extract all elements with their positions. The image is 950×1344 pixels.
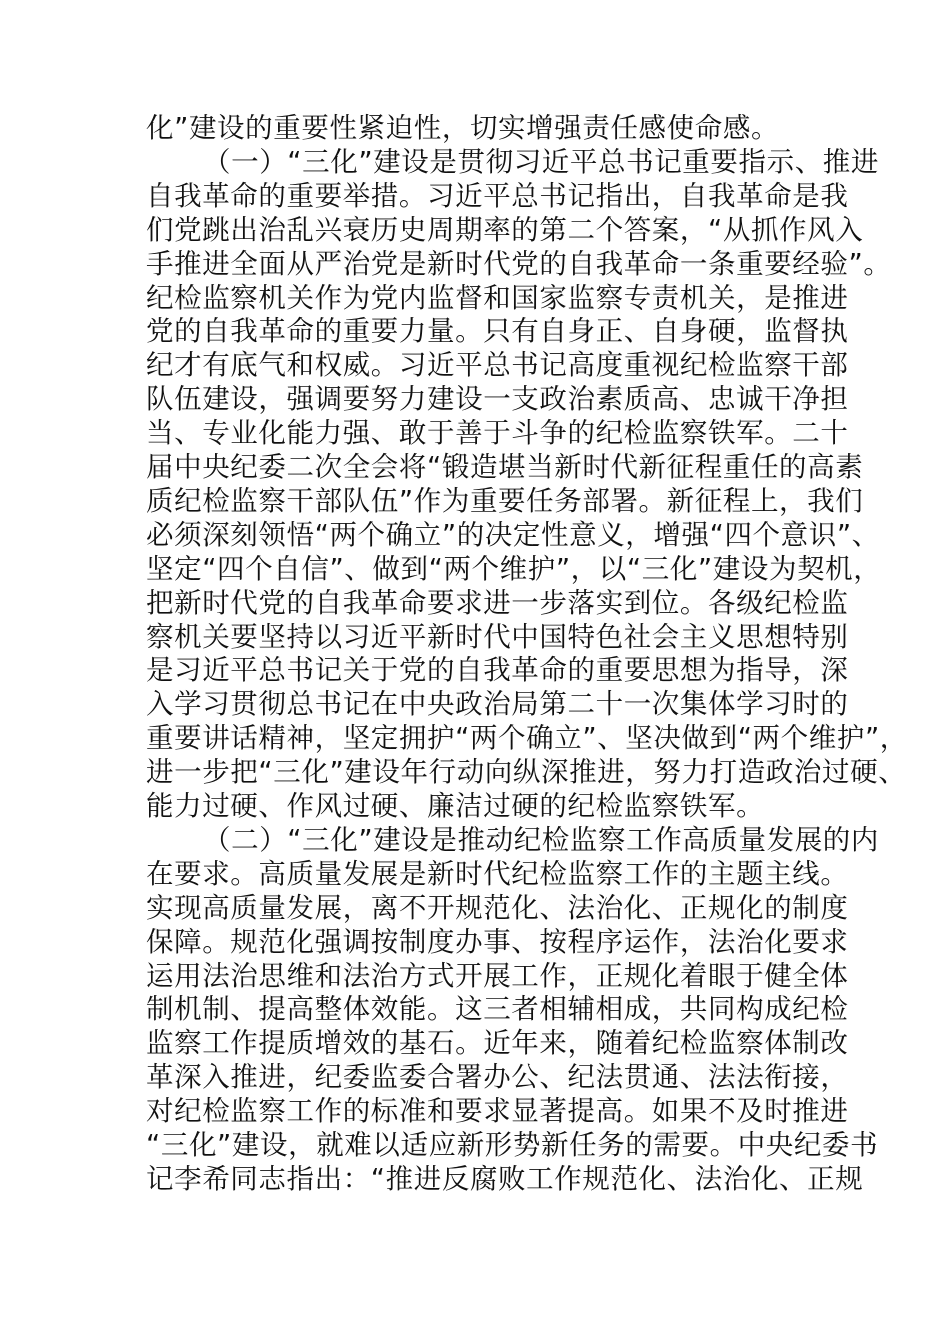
text-line: 重要讲话精神，坚定拥护“两个确立”、坚决做到“两个维护”， [146,722,908,755]
text-line: 进一步把“三化”建设年行动向纵深推进，努力打造政治过硬、 [146,756,907,789]
text-line: 监察工作提质增效的基石。近年来，随着纪检监察体制改 [146,1027,849,1060]
paragraph-first-line: （一）“三化”建设是贯彻习近平总书记重要指示、推进 [203,145,879,178]
text-line: 自我革命的重要举措。习近平总书记指出，自我革命是我 [146,179,849,212]
text-line: 革深入推进，纪委监委合署办公、纪法贯通、法法衔接， [146,1061,849,1094]
text-line: 能力过硬、作风过硬、廉洁过硬的纪检监察铁军。 [146,790,765,822]
text-line: 把新时代党的自我革命要求进一步落实到位。各级纪检监 [146,586,849,619]
text-line: 纪检监察机关作为党内监督和国家监察专责机关，是推进 [146,281,849,314]
text-line: 在要求。高质量发展是新时代纪检监察工作的主题主线。 [146,857,849,890]
text-line: 入学习贯彻总书记在中央政治局第二十一次集体学习时的 [146,688,849,721]
text-line: 必须深刻领悟“两个确立”的决定性意义，增强“四个意识”、 [146,518,880,551]
text-line: 质纪检监察干部队伍”作为重要任务部署。新征程上，我们 [146,484,864,517]
text-line: 坚定“四个自信”、做到“两个维护”，以“三化”建设为契机， [146,552,882,585]
text-line: 保障。规范化强调按制度办事、按程序运作，法治化要求 [146,925,849,958]
text-line: 实现高质量发展，离不开规范化、法治化、正规化的制度 [146,891,849,924]
paragraph-first-line: （二）“三化”建设是推动纪检监察工作高质量发展的内 [203,823,879,856]
text-line: 当、专业化能力强、敢于善于斗争的纪检监察铁军。二十 [146,417,849,450]
text-line: 对纪检监察工作的标准和要求显著提高。如果不及时推进 [146,1095,849,1128]
text-line: “三化”建设，就难以适应新形势新任务的需要。中央纪委书 [146,1129,879,1161]
text-line: 届中央纪委二次全会将“锻造堪当新时代新征程重任的高素 [146,451,864,483]
text-line: 记李希同志指出：“推进反腐败工作规范化、法治化、正规 [146,1162,864,1195]
text-line: 察机关要坚持以习近平新时代中国特色社会主义思想特别 [146,620,849,653]
text-line: 制机制、提高整体效能。这三者相辅相成，共同构成纪检 [146,993,849,1026]
text-line: 运用法治思维和法治方式开展工作，正规化着眼于健全体 [146,959,849,992]
text-line: 化”建设的重要性紧迫性，切实增强责任感使命感。 [146,112,780,144]
text-line: 们党跳出治乱兴衰历史周期率的第二个答案，“从抓作风入 [146,213,864,246]
text-line: 队伍建设，强调要努力建设一支政治素质高、忠诚干净担 [146,383,849,416]
text-line: 是习近平总书记关于党的自我革命的重要思想为指导，深 [146,654,849,687]
text-line: 手推进全面从严治党是新时代党的自我革命一条重要经验”。 [146,247,892,280]
text-line: 纪才有底气和权威。习近平总书记高度重视纪检监察干部 [146,349,849,382]
text-line: 党的自我革命的重要力量。只有自身正、自身硬，监督执 [146,315,849,348]
